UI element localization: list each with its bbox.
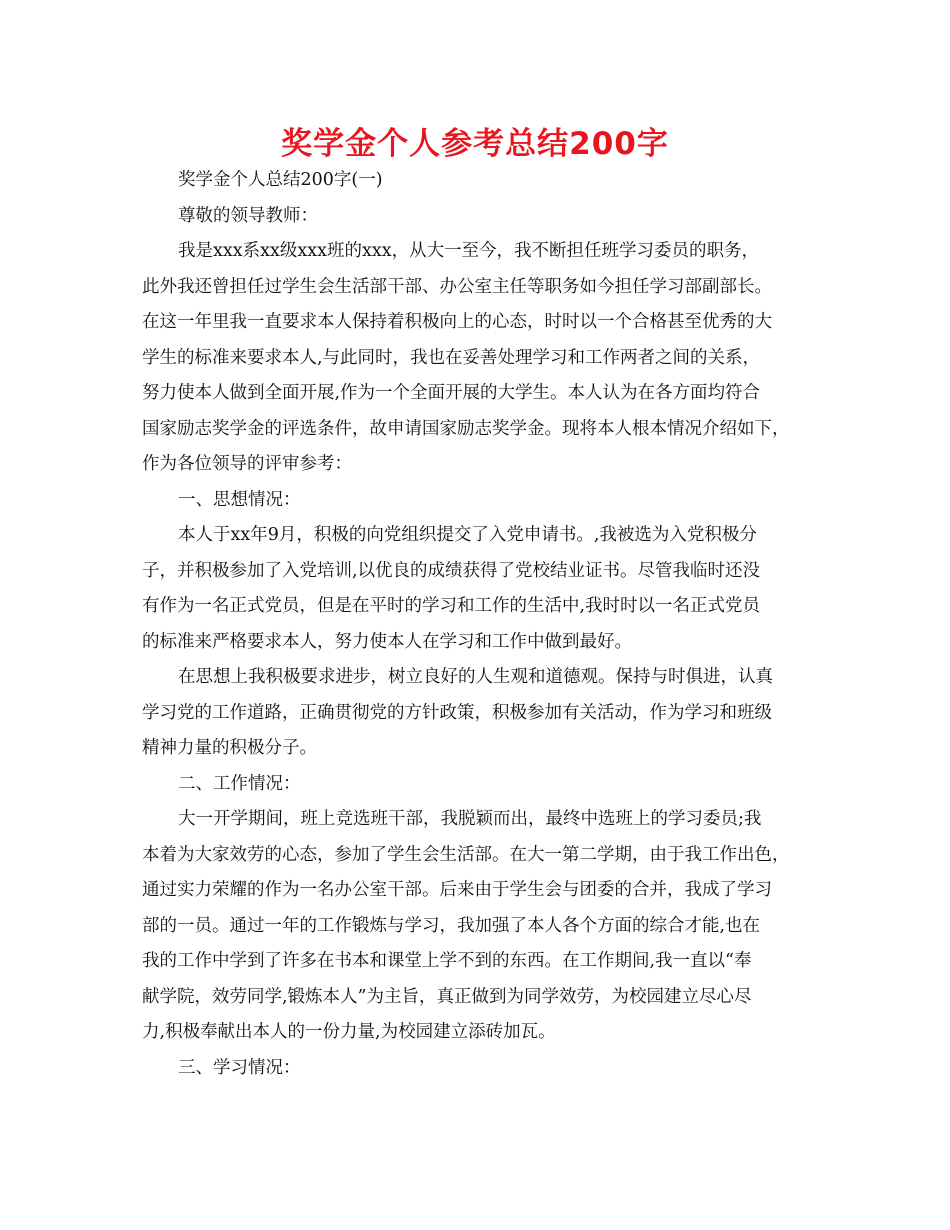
- body-line: 部的一员。通过一年的工作锻炼与学习，我加强了本人各个方面的综合才能,也在: [142, 915, 761, 936]
- body-line: 力,积极奉献出本人的一份力量,为校园建立添砖加瓦。: [142, 1022, 556, 1042]
- body-line: 我是xxx系xx级xxx班的xxx，从大一至今，我不断担任班学习委员的职务，: [178, 241, 760, 261]
- body-line: 尊敬的领导教师：: [178, 205, 318, 226]
- body-line: 在思想上我积极要求进步，树立良好的人生观和道德观。保持与时俱进，认真: [178, 667, 773, 687]
- body-line: 我的工作中学到了许多在书本和课堂上学不到的东西。在工作期间,我一直以“奉: [142, 951, 752, 971]
- body-line: 奖学金个人总结200字(一): [178, 170, 383, 190]
- body-line: 三、学习情况：: [178, 1057, 301, 1078]
- body-line: 学生的标准来要求本人,与此同时，我也在妥善处理学习和工作两者之间的关系，: [142, 347, 761, 368]
- body-line: 通过实力荣耀的作为一名办公室干部。后来由于学生会与团委的合并，我成了学习: [142, 880, 772, 900]
- body-line: 在这一年里我一直要求本人保持着积极向上的心态，时时以一个合格甚至优秀的大: [142, 312, 772, 332]
- body-line: 本人于xx年9月，积极的向党组织提交了入党申请书。,我被选为入党积极分: [178, 525, 757, 545]
- body-line: 国家励志奖学金的评选条件，故申请国家励志奖学金。现将本人根本情况介绍如下，: [142, 418, 790, 439]
- body-line: 献学院，效劳同学,锻炼本人”为主旨，真正做到为同学效劳，为校园建立尽心尽: [142, 986, 752, 1007]
- body-line: 的标准来严格要求本人，努力使本人在学习和工作中做到最好。: [142, 631, 632, 652]
- body-line: 二、工作情况：: [178, 773, 301, 794]
- body-line: 大一开学期间，班上竞选班干部，我脱颖而出，最终中选班上的学习委员;我: [178, 809, 762, 829]
- document-body: [142, 163, 814, 1086]
- body-line: 此外我还曾担任过学生会生活部干部、办公室主任等职务如今担任学习部副部长。: [142, 276, 772, 297]
- body-line: 精神力量的积极分子。: [142, 738, 317, 758]
- body-line: 有作为一名正式党员，但是在平时的学习和工作的生活中,我时时以一名正式党员: [142, 596, 761, 616]
- body-line: 子，并积极参加了入党培训,以优良的成绩获得了党校结业证书。尽管我临时还没: [142, 560, 761, 581]
- body-line: 学习党的工作道路，正确贯彻党的方针政策，积极参加有关活动，作为学习和班级: [142, 702, 772, 723]
- body-line: 努力使本人做到全面开展,作为一个全面开展的大学生。本人认为在各方面均符合: [142, 383, 761, 403]
- body-line: 本着为大家效劳的心态，参加了学生会生活部。在大一第二学期，由于我工作出色，: [142, 844, 790, 865]
- body-line: 作为各位领导的评审参考：: [142, 454, 352, 474]
- body-line: 一、思想情况：: [178, 489, 301, 510]
- document-title: 奖学金个人参考总结200字: [281, 126, 669, 162]
